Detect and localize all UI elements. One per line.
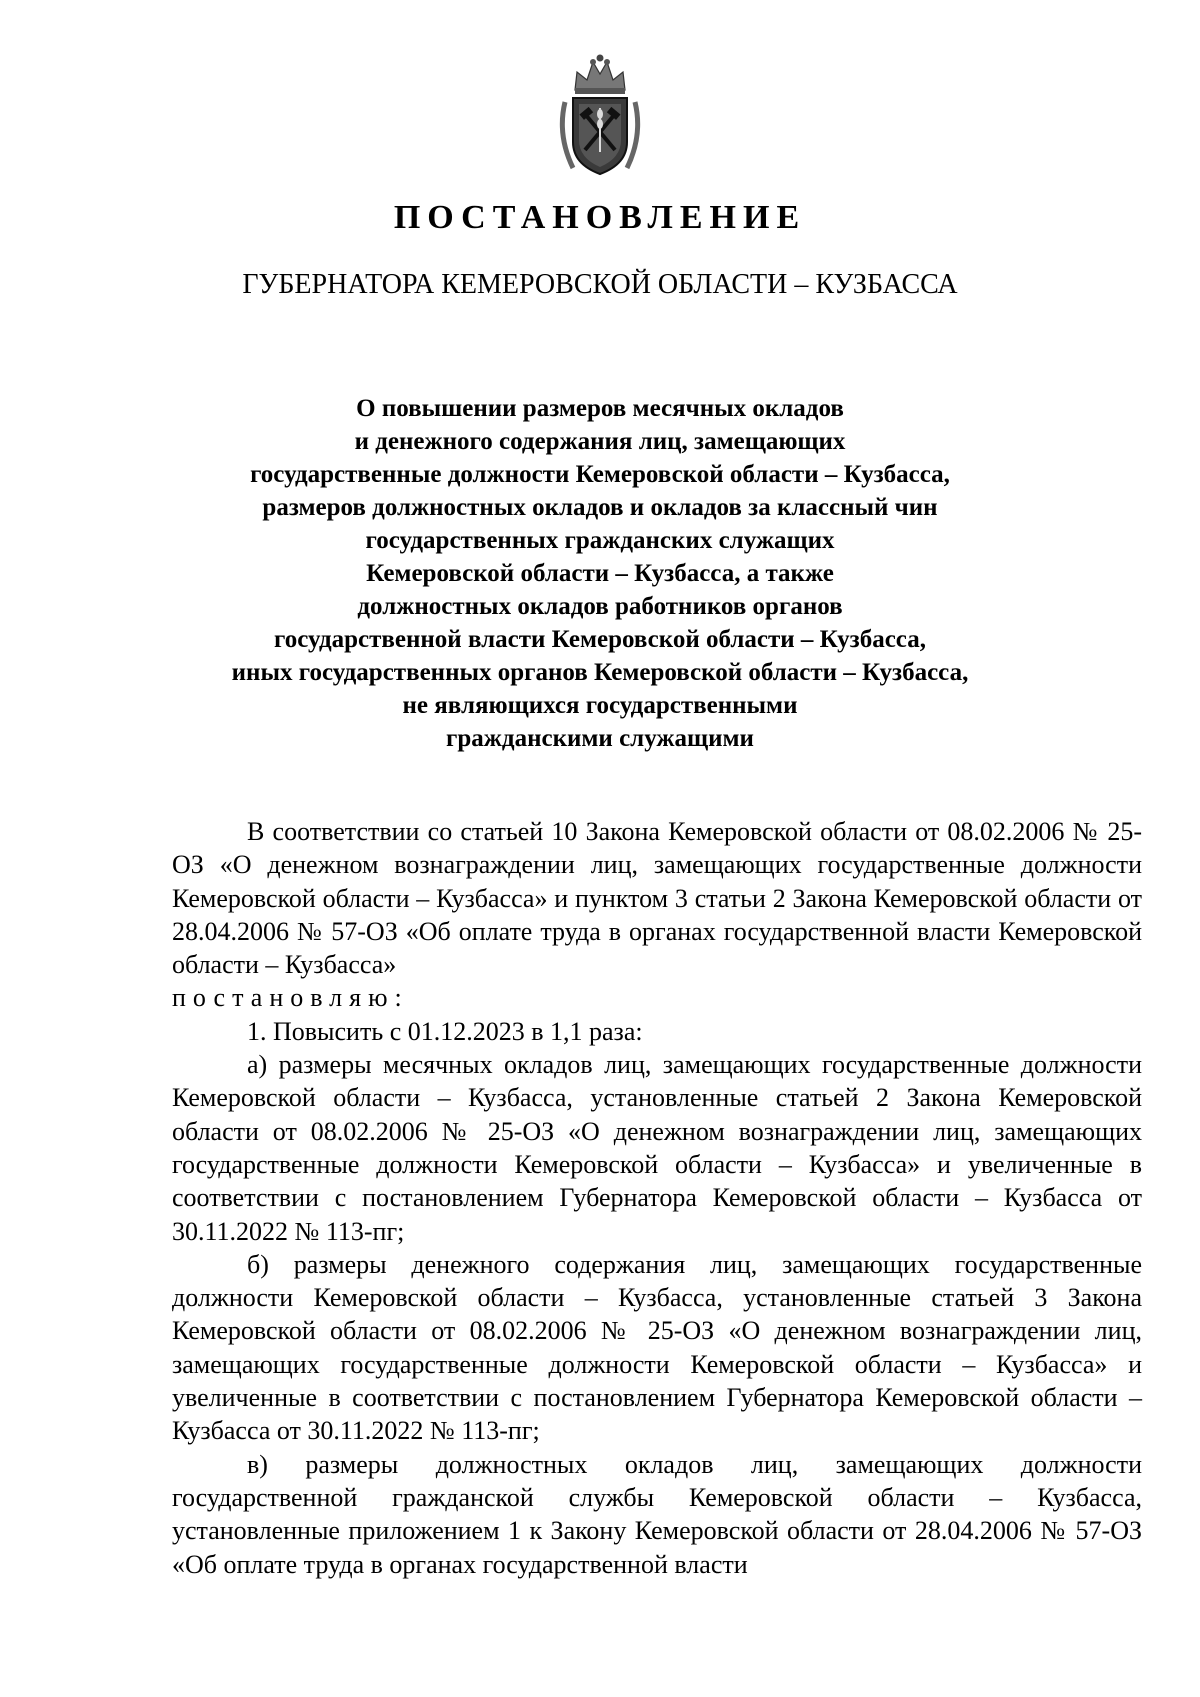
title-line: иных государственных органов Кемеровской области – Кузбасса, — [231, 659, 969, 686]
title-line: и денежного содержания лиц, замещающих — [354, 428, 846, 455]
document-body — [172, 815, 1142, 1581]
preamble-paragraph: В соответствии со статьей 10 Закона Кемеровской области от 08.02.2006 № 25-ОЗ «О денежном вознаграждении лиц, замещающих государственные должности Кемеровской области – Кузбасса» и пунктом 3 статьи 2 Закона Кемеровской области от 28.04.2006 № 57-ОЗ «Об оплате труда в органах государственной власти Кемеровской области – Кузбасса» — [172, 817, 1142, 980]
title-line: государственных гражданских служащих — [365, 527, 835, 554]
issuer-heading: ГУБЕРНАТОРА КЕМЕРОВСКОЙ ОБЛАСТИ – КУЗБАССА — [242, 269, 958, 300]
title-line: государственные должности Кемеровской области – Кузбасса, — [250, 461, 950, 488]
document-title — [170, 392, 1030, 755]
item-1-paragraph: 1. Повысить с 01.12.2023 в 1,1 раза: — [247, 1016, 643, 1046]
title-line: не являющихся государственными — [402, 692, 798, 719]
item-a-paragraph: а) размеры месячных окладов лиц, замещающих государственные должности Кемеровской области – Кузбасса, установленные статьей 2 Закона Кемеровской области от 08.02.2006 № 25-ОЗ «О денежном вознаграждении лиц, замещающих государственные должности Кемеровской области – Кузбасса» и увеличенные в соответствии с постановлением Губернатора Кемеровской области – Кузбасса от 30.11.2022 № 113-пг; — [172, 1050, 1142, 1246]
item-b-paragraph: б) размеры денежного содержания лиц, замещающих государственные должности Кемеровской области – Кузбасса, установленные статьей 3 Закона Кемеровской области от 08.02.2006 № 25-ОЗ «О денежном вознаграждении лиц, замещающих государственные должности Кемеровской области – Кузбасса» и увеличенные в соответствии с постановлением Губернатора Кемеровской области – Кузбасса от 30.11.2022 № 113-пг; — [172, 1249, 1142, 1446]
title-line: размеров должностных окладов и окладов за классный чин — [262, 494, 938, 521]
title-line: должностных окладов работников органов — [357, 593, 843, 620]
decree-word: постановляю: — [172, 983, 409, 1013]
title-line: О повышении размеров месячных окладов — [356, 395, 844, 422]
title-line: гражданскими служащими — [446, 725, 754, 752]
title-line: Кемеровской области – Кузбасса, а также — [366, 560, 834, 587]
document-type-heading: ПОСТАНОВЛЕНИЕ — [393, 199, 807, 236]
kuzbass-coat-of-arms-emblem — [555, 50, 645, 180]
item-v-paragraph: в) размеры должностных окладов лиц, замещающих должности государственной гражданской службы Кемеровской области – Кузбасса, установленные приложением 1 к Закону Кемеровской области от 28.04.2006 № 57-ОЗ «Об оплате труда в органах государственной власти — [172, 1449, 1142, 1579]
title-line: государственной власти Кемеровской области – Кузбасса, — [274, 626, 926, 653]
